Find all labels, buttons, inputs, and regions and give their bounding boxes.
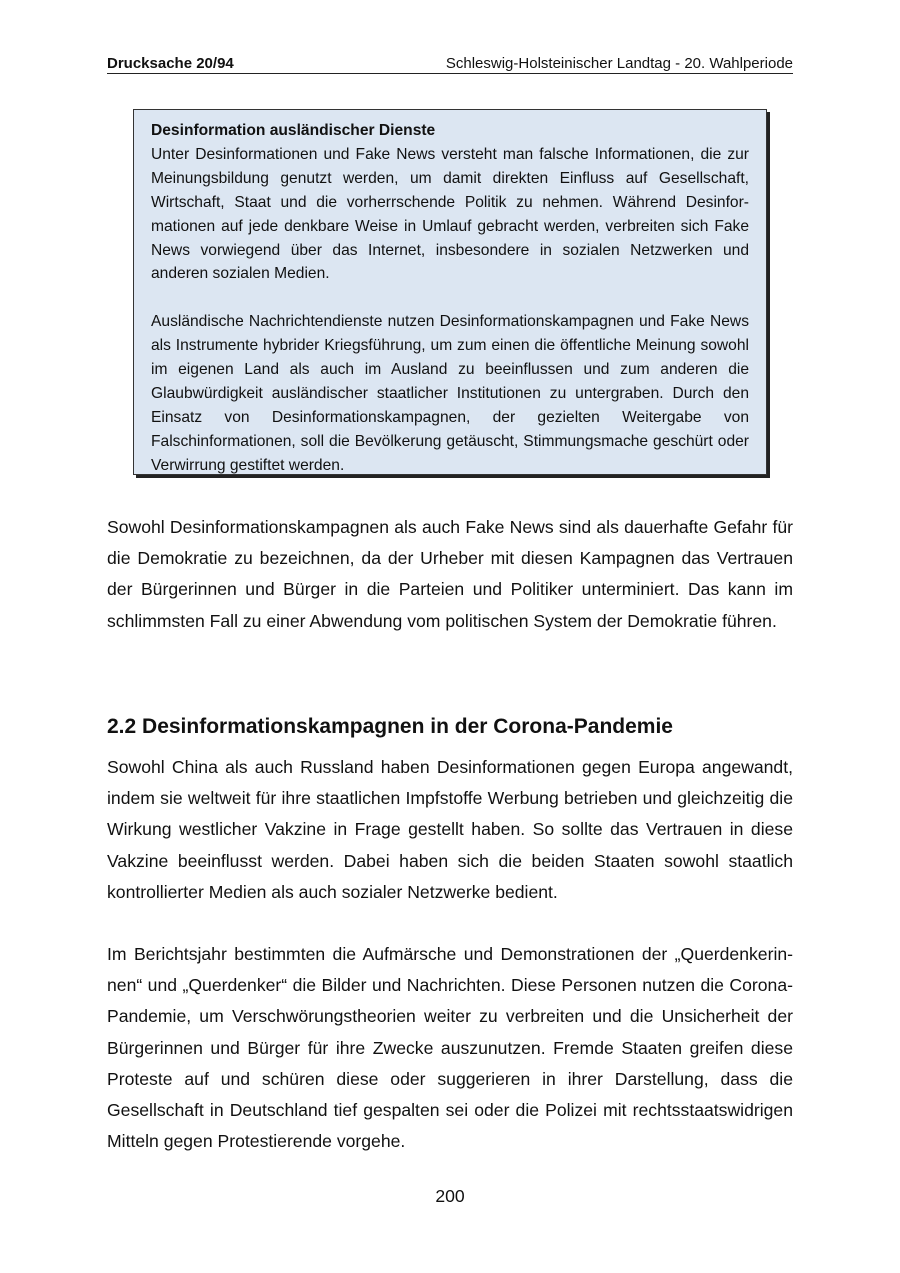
document-number: Drucksache 20/94	[107, 55, 234, 72]
parliament-title: Schleswig-Holsteinischer Landtag - 20. Wahlperiode	[445, 55, 793, 72]
info-box-paragraph-2: Ausländische Nachrichtendienste nutzen Desinformationskampagnen und Fake News als Instrumente hybrider Kriegsführung, um zum einen die öffentliche Meinung sowohl im eigenen Land als auch im Ausland zu beeinflussen und zum anderen die Glaubwürdigkeit ausländischer staatlicher Institutionen zu untergraben. Durch den Einsatz von Desinformationskampagnen, der gezielten Weitergabe von Falschinformationen, soll die Bevölkerung getäuscht, Stimmungsmache geschürt oder Verwirrung gestiftet werden.	[151, 313, 749, 474]
page-header	[107, 54, 793, 74]
paragraph-text: Sowohl Desinformationskampagnen als auch Fake News sind als dauerhafte Gefahr für die Demokratie zu bezeichnen, da der Urheber mit diesen Kampagnen das Vertrauen der Bürgerinnen und Bürger in die Parteien und Politiker unterminiert. Das kann im schlimmsten Fall zu einer Abwendung vom politischen System der Demokratie führen.	[107, 517, 793, 631]
info-box	[133, 109, 767, 475]
info-box-title: Desinformation ausländischer Dienste	[151, 122, 436, 139]
paragraph-text: Sowohl China als auch Russland haben Desinformationen gegen Europa angewandt, indem sie weltweit für ihre staatlichen Impfstoffe Werbung betrieben und gleichzeitig die Wirkung westlicher Vakzine in Frage gestellt haben. So sollte das Vertrauen in diese Vakzine beeinflusst werden. Dabei haben sich die beiden Staaten sowohl staatlich kontrollierter Medien als auch sozialer Netzwerke bedient.	[107, 757, 793, 902]
page-number: 200	[435, 1186, 465, 1206]
body-paragraph-2	[107, 752, 793, 908]
section-heading: 2.2 Desinformationskampagnen in der Corona-Pandemie	[107, 715, 673, 738]
body-paragraph-3	[107, 939, 793, 1157]
info-box-paragraph-1: Unter Desinformationen und Fake News versteht man falsche Informationen, die zur Meinungsbildung genutzt werden, um damit direkten Einfluss auf Gesellschaft, Wirtschaft, Staat und die vorherrschende Politik zu nehmen. Während Desinformationen auf jede denkbare Weise in Umlauf gebracht werden, verbreiten sich Fake News vorwiegend über das Internet, insbesondere in sozialen Netzwerken und anderen sozialen Medien.	[151, 145, 749, 283]
body-paragraph-1	[107, 512, 793, 637]
paragraph-text: Im Berichtsjahr bestimmten die Aufmärsche und Demonstrationen der „Querdenkerinnen“ und „Querdenker“ die Bilder und Nachrichten. Diese Personen nutzen die Corona-Pandemie, um Verschwörungstheorien weiter zu verbreiten und die Unsicherheit der Bürgerinnen und Bürger für ihre Zwecke auszunutzen. Fremde Staaten greifen diese Proteste auf und schüren diese oder suggerieren in ihrer Darstellung, dass die Gesellschaft in Deutschland tief gespalten sei oder die Polizei mit rechtsstaatswidrigen Mitteln gegen Protestierende vorgehe.	[107, 944, 793, 1152]
